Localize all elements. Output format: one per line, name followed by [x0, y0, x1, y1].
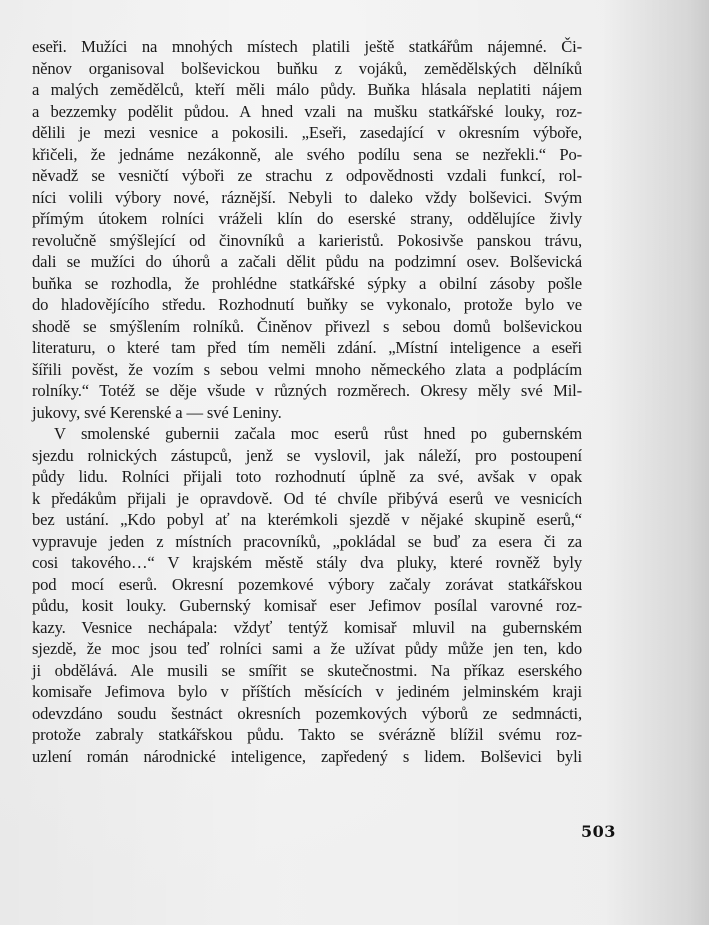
text-line: kazy. Vesnice nechápala: vždyť tentýž komisař mluvil na gubernském — [32, 617, 582, 637]
page-number: 503 — [581, 822, 616, 841]
body-text — [32, 36, 582, 767]
text-line: buňka se rozhodla, že prohlédne statkářské sýpky a obilní zásoby pošle — [32, 273, 582, 293]
text-line: a malých zemědělců, kteří měli málo půdy. Buňka hlásala neplatiti nájem — [32, 80, 582, 99]
text-line: křičeli, že jednáme nezákonně, ale svého podílu sena se nezřekli.“ Po- — [32, 144, 582, 164]
text-line: půdu, kosit louky. Gubernský komisař eser Jefimov posílal varovné roz- — [32, 596, 582, 615]
paragraph-1 — [32, 36, 582, 423]
text-line: něnov organisoval bolševickou buňku z vojáků, zemědělských dělníků — [32, 58, 582, 78]
text-line: pod mocí eserů. Okresní pozemkové výbory začaly zorávat statkářskou — [32, 574, 582, 594]
text-line: sjezdu rolnických zástupců, jenž se vyslovil, jak náleží, pro postoupení — [32, 445, 582, 465]
text-line: půdy lidu. Rolníci přijali toto rozhodnutí úplně za své, avšak v opak — [32, 467, 582, 486]
text-line: níci volili výbory nové, ráznější. Nebyli to daleko vždy bolševici. Svým — [32, 187, 582, 207]
text-line: protože zabraly statkářskou půdu. Takto se svérázně blížil svému roz- — [32, 725, 582, 744]
text-line: eseři. Mužíci na mnohých místech platili ještě statkářům nájemné. Či- — [32, 37, 582, 56]
text-line: k předákům přijali je opravdově. Od té chvíle přibývá eserů ve vesnicích — [32, 488, 582, 508]
text-line: do hladovějícího středu. Rozhodnutí buňky se vykonalo, protože bylo ve — [32, 295, 582, 314]
text-line: odevzdáno soudu šestnáct okresních pozemkových výborů ze sedmnácti, — [32, 703, 582, 723]
text-line: shodě se smýšlením rolníků. Činěnov přivezl s sebou domů bolševickou — [32, 316, 582, 336]
text-line: komisaře Jefimova bylo v příštích měsících v jediném jelminském kraji — [32, 682, 582, 701]
text-line: sjezdě, že moc jsou teď rolníci sami a že užívat půdy může jen ten, kdo — [32, 639, 582, 658]
paragraph-2 — [32, 423, 582, 767]
text-line: literaturu, o které tam před tím neměli zdání. „Místní inteligence a eseři — [32, 338, 582, 357]
text-line: dali se mužíci do úhorů a začali dělit půdu na podzimní osev. Bolševická — [32, 252, 582, 271]
text-line: vypravuje jeden z místních pracovníků, „pokládal se buď za esera či za — [32, 531, 582, 551]
text-line: bez ustání. „Kdo pobyl ať na kterémkoli sjezdě v nějaké skupině eserů,“ — [32, 510, 582, 529]
text-line: cosi takového…“ V krajském městě stály dva pluky, které rovněž byly — [32, 553, 582, 572]
text-line: přímým útokem rolníci vráželi klín do eserské strany, oddělujíce živly — [32, 209, 582, 228]
text-line: rolníky.“ Totéž se děje všude v různých rozměrech. Okresy měly své Mil- — [32, 381, 582, 400]
text-line: něvadž se vesničtí výboři ze strachu z odpovědnosti vzdali funkcí, rol- — [32, 166, 582, 185]
text-line: uzlení román národnické inteligence, zapředený s lidem. Bolševici byli — [32, 746, 582, 766]
text-line: ji obdělává. Ale musili se smířit se skutečnostmi. Na příkaz eserského — [32, 660, 582, 680]
text-line: šířili pověst, že vozím s sebou velmi mnoho německého zlata a podplácím — [32, 359, 582, 379]
text-line: V smolenské gubernii začala moc eserů růst hned po gubernském — [54, 424, 582, 443]
text-line: dělili je mezi vesnice a pokosili. „Eseři, zasedající v okresním výboře, — [32, 123, 582, 142]
text-line: a bezzemky podělit půdou. A hned vzali na mušku statkářské louky, roz- — [32, 101, 582, 121]
text-line: revolučně smýšlející od činovníků a karieristů. Pokosivše panskou trávu, — [32, 230, 582, 250]
text-line: jukovy, své Kerenské a — své Leniny. — [32, 402, 282, 422]
